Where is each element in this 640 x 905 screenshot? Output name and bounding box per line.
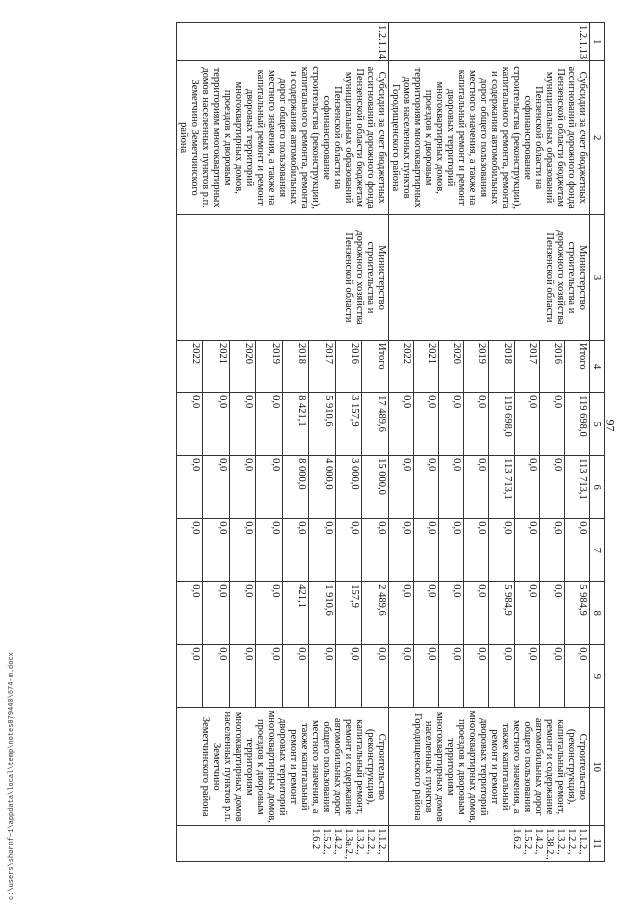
cell-amount-c6: 0,0 xyxy=(177,456,204,519)
cell-amount-c6: 0,0 xyxy=(389,456,414,519)
cell-amount-c9: 0,0 xyxy=(362,645,389,708)
cell-executor: Министерство строительства и дорожного хозяйства Пензенской области xyxy=(389,214,590,340)
column-header: 2 xyxy=(590,61,605,215)
cell-amount-c5: 3 157,9 xyxy=(336,393,363,456)
cell-amount-c6: 0,0 xyxy=(439,456,464,519)
cell-result: Строительство (реконструкция), капитальный ремонт, ремонт и содержание автомобильных дорог общего пользования местного значения, а также капитальный ремонт и ремонт дворовых территорий многоквартирных домов, проездов к дворовым территориям многоквартирных домов населенных пунктов Городищенского района xyxy=(389,708,590,826)
cell-amount-c8: 0,0 xyxy=(539,582,564,645)
cell-amount-c8: 0,0 xyxy=(230,582,257,645)
cell-amount-c9: 0,0 xyxy=(230,645,257,708)
column-header: 5 xyxy=(590,393,605,456)
cell-amount-c5: 8 421,1 xyxy=(283,393,310,456)
cell-amount-c5: 0,0 xyxy=(414,393,439,456)
cell-amount-c8: 0,0 xyxy=(389,582,414,645)
cell-amount-c9: 0,0 xyxy=(283,645,310,708)
page-number: 97 xyxy=(603,419,618,432)
column-header: 1 xyxy=(590,23,605,61)
cell-amount-c7: 0,0 xyxy=(564,519,589,582)
cell-year: 2022 xyxy=(177,341,204,393)
cell-amount-c7: 0,0 xyxy=(256,519,283,582)
cell-amount-c7: 0,0 xyxy=(539,519,564,582)
cell-amount-c7: 0,0 xyxy=(389,519,414,582)
cell-amount-c5: 0,0 xyxy=(177,393,204,456)
column-number-row xyxy=(590,23,605,862)
cell-year: Итого xyxy=(564,341,589,393)
column-header: 7 xyxy=(590,519,605,582)
cell-amount-c8: 1 910,6 xyxy=(309,582,336,645)
cell-amount-c5: 119 698,0 xyxy=(564,393,589,456)
cell-amount-c8: 5 984,9 xyxy=(489,582,514,645)
cell-amount-c8: 0,0 xyxy=(203,582,230,645)
program-activities-table xyxy=(176,22,605,862)
cell-amount-c8: 0,0 xyxy=(256,582,283,645)
cell-amount-c6: 0,0 xyxy=(203,456,230,519)
cell-amount-c7: 0,0 xyxy=(177,519,204,582)
cell-amount-c7: 0,0 xyxy=(362,519,389,582)
cell-amount-c7: 0,0 xyxy=(489,519,514,582)
cell-amount-c6: 0,0 xyxy=(514,456,539,519)
cell-amount-c6: 0,0 xyxy=(230,456,257,519)
cell-amount-c5: 17 489,6 xyxy=(362,393,389,456)
cell-year: 2018 xyxy=(283,341,310,393)
cell-amount-c6: 0,0 xyxy=(539,456,564,519)
cell-amount-c5: 0,0 xyxy=(256,393,283,456)
cell-amount-c9: 0,0 xyxy=(177,645,204,708)
cell-amount-c6: 113 713,1 xyxy=(489,456,514,519)
cell-amount-c7: 0,0 xyxy=(439,519,464,582)
cell-amount-c5: 0,0 xyxy=(389,393,414,456)
cell-amount-c6: 4 000,0 xyxy=(309,456,336,519)
cell-amount-c5: 0,0 xyxy=(230,393,257,456)
cell-year: 2020 xyxy=(439,341,464,393)
cell-amount-c9: 0,0 xyxy=(464,645,489,708)
cell-amount-c7: 0,0 xyxy=(283,519,310,582)
cell-amount-c6: 3 000,0 xyxy=(336,456,363,519)
cell-amount-c7: 0,0 xyxy=(414,519,439,582)
cell-amount-c9: 0,0 xyxy=(564,645,589,708)
cell-amount-c8: 5 984,9 xyxy=(564,582,589,645)
column-header: 10 xyxy=(590,708,605,826)
column-header: 6 xyxy=(590,456,605,519)
cell-amount-c6: 0,0 xyxy=(464,456,489,519)
cell-amount-c7: 0,0 xyxy=(514,519,539,582)
cell-amount-c6: 8 000,0 xyxy=(283,456,310,519)
cell-amount-c9: 0,0 xyxy=(256,645,283,708)
cell-amount-c9: 0,0 xyxy=(539,645,564,708)
cell-amount-c6: 0,0 xyxy=(414,456,439,519)
cell-amount-c5: 5 910,6 xyxy=(309,393,336,456)
cell-year: 2017 xyxy=(514,341,539,393)
cell-executor: Министерство строительства и дорожного хозяйства Пензенской области xyxy=(177,214,389,340)
cell-code: 1.2.1.14. xyxy=(177,23,389,61)
cell-amount-c8: 0,0 xyxy=(177,582,204,645)
cell-year: 2022 xyxy=(389,341,414,393)
table-row xyxy=(564,23,589,862)
table-row xyxy=(362,23,389,862)
cell-amount-c9: 0,0 xyxy=(514,645,539,708)
column-header: 4 xyxy=(590,341,605,393)
cell-year: 2016 xyxy=(336,341,363,393)
cell-amount-c9: 0,0 xyxy=(336,645,363,708)
cell-amount-c8: 0,0 xyxy=(414,582,439,645)
cell-year: 2020 xyxy=(230,341,257,393)
cell-amount-c8: 421,1 xyxy=(283,582,310,645)
cell-amount-c9: 0,0 xyxy=(414,645,439,708)
cell-amount-c5: 0,0 xyxy=(439,393,464,456)
cell-amount-c7: 0,0 xyxy=(309,519,336,582)
cell-code: 1.2.1.13 xyxy=(389,23,590,61)
cell-amount-c8: 157,9 xyxy=(336,582,363,645)
cell-year: 2021 xyxy=(414,341,439,393)
cell-amount-c5: 0,0 xyxy=(464,393,489,456)
cell-amount-c9: 0,0 xyxy=(309,645,336,708)
cell-year: 2019 xyxy=(464,341,489,393)
cell-year: Итого xyxy=(362,341,389,393)
rotated-table-sheet xyxy=(45,22,605,862)
cell-indicators: 1.1.2., 1.2.2., 1.3.2., 1.38.2., 1.4.2., 1.5.2., 1.6.2 xyxy=(389,826,590,862)
cell-amount-c7: 0,0 xyxy=(336,519,363,582)
cell-amount-c7: 0,0 xyxy=(230,519,257,582)
column-header: 8 xyxy=(590,582,605,645)
cell-amount-c7: 0,0 xyxy=(203,519,230,582)
cell-indicators: 1.1.2., 1.2.2., 1.3.2., 1.3а.2., 1.4.2., 1.5.2., 1.6.2 xyxy=(177,826,389,862)
cell-description: Субсидии за счет бюджетных ассигнований дорожного фонда Пензенской области бюджетам муниципальных образований Пензенской области на софинансирование строительства (реконструкции), капитального ремонта, ремонта и содержания автомобильных дорог общего пользования местного значения, а также на капитальный ремонт и ремонт дворовых территорий многоквартирных домов, проездов к дворовым территориям многоквартирных домов населенных пунктов Городищенского района xyxy=(389,61,590,215)
cell-result: Строительство (реконструкция), капитальный ремонт, ремонт и содержание автомобильных дорог общего пользования местного значения, а также капитальный ремонт и ремонт дворовых территорий многоквартирных домов, проездов к дворовым территориям многоквартирных домов населенных пунктов р.п. Земетчино Земетчинского района xyxy=(177,708,389,826)
cell-amount-c9: 0,0 xyxy=(203,645,230,708)
cell-amount-c5: 0,0 xyxy=(203,393,230,456)
cell-amount-c9: 0,0 xyxy=(389,645,414,708)
cell-amount-c8: 2 489,6 xyxy=(362,582,389,645)
cell-amount-c6: 0,0 xyxy=(256,456,283,519)
cell-year: 2021 xyxy=(203,341,230,393)
cell-amount-c5: 0,0 xyxy=(514,393,539,456)
cell-amount-c7: 0,0 xyxy=(464,519,489,582)
cell-description: Субсидии за счет бюджетных ассигнований дорожного фонда Пензенской области бюджетам муниципальных образований Пензенской области на софинансирование строительства (реконструкции), капитального ремонта, ремонта и содержания автомобильных дорог общего пользования местного значения, а также на капитальный ремонт и ремонт дворовых территорий многоквартирных домов, проездов к дворовым территориям многоквартирных домов населенных пунктов р.п. Земетчино Земетчинского района xyxy=(177,61,389,215)
cell-year: 2016 xyxy=(539,341,564,393)
cell-amount-c8: 0,0 xyxy=(439,582,464,645)
cell-amount-c6: 113 713,1 xyxy=(564,456,589,519)
column-header: 11 xyxy=(590,826,605,862)
file-path-footer: c:\users\shornf~1\appdata\local\temp\notes879440\674-m.docx xyxy=(8,652,16,900)
cell-year: 2019 xyxy=(256,341,283,393)
column-header: 9 xyxy=(590,645,605,708)
column-header: 3 xyxy=(590,214,605,340)
cell-amount-c6: 15 000,0 xyxy=(362,456,389,519)
cell-amount-c8: 0,0 xyxy=(514,582,539,645)
cell-year: 2018 xyxy=(489,341,514,393)
cell-amount-c5: 119 698,0 xyxy=(489,393,514,456)
cell-amount-c8: 0,0 xyxy=(464,582,489,645)
cell-amount-c9: 0,0 xyxy=(489,645,514,708)
cell-amount-c9: 0,0 xyxy=(439,645,464,708)
cell-amount-c5: 0,0 xyxy=(539,393,564,456)
cell-year: 2017 xyxy=(309,341,336,393)
